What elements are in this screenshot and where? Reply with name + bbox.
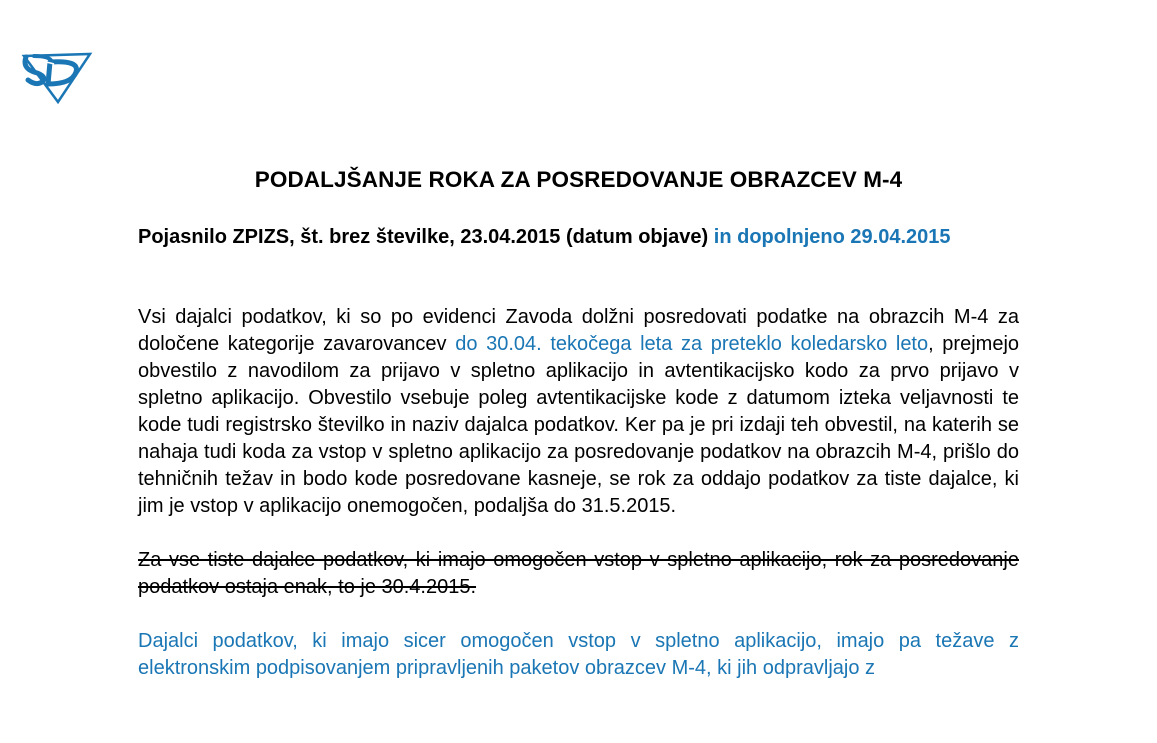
paragraph-2-struck: Za vse tiste dajalce podatkov, ki imajo omogočen vstop v spletno aplikacijo, rok za posredovanje podatkov ostaja enak, to je 30.4.2015.	[138, 549, 1019, 598]
subtitle-text: Pojasnilo ZPIZS, št. brez številke, 23.04.2015 (datum objave)	[138, 226, 709, 248]
paragraph-1	[138, 304, 1019, 520]
paragraph-3: Dajalci podatkov, ki imajo sicer omogočen vstop v spletno aplikacijo, imajo pa težave z elektronskim podpisovanjem pripravljenih paketov obrazcev M-4, ki jih odpravljajo z	[138, 630, 1019, 679]
paragraph-1-start: Vsi dajalci podatkov, ki so po evidenci Zavoda dolžni posredovati podatke na obrazcih M-4 za določene kategorije zavarovancev	[138, 306, 1019, 355]
page-title: PODALJŠANJE ROKA ZA POSREDOVANJE OBRAZCEV M-4	[254, 167, 903, 192]
document-body	[138, 224, 1019, 682]
subtitle-amendment: in dopolnjeno 29.04.2015	[713, 226, 951, 248]
subtitle	[138, 224, 1019, 251]
paragraph-1-highlight: do 30.04. tekočega leta za preteklo koledarsko leto	[455, 333, 929, 355]
paragraph-1-end: , prejmejo obvestilo z navodilom za prijavo v spletno aplikacijo in avtentikacijsko kodo za prvo prijavo v spletno aplikacijo. Obvestilo vsebuje poleg avtentikacijske kode z datumom izteka veljavnosti te kode tudi registrsko številko in naziv dajalca podatkov. Ker pa je pri izdaji teh obvestil, na katerih se nahaja tudi koda za vstop v spletno aplikacijo za posredovanje podatkov na obrazcih M-4, prišlo do tehničnih težav in bodo kode posredovane kasneje, se rok za oddajo podatkov za tiste dajalce, ki jim je vstop v aplikacijo onemogočen, podaljša do 31.5.2015.	[138, 333, 1020, 517]
sd-logo-icon	[20, 50, 96, 104]
